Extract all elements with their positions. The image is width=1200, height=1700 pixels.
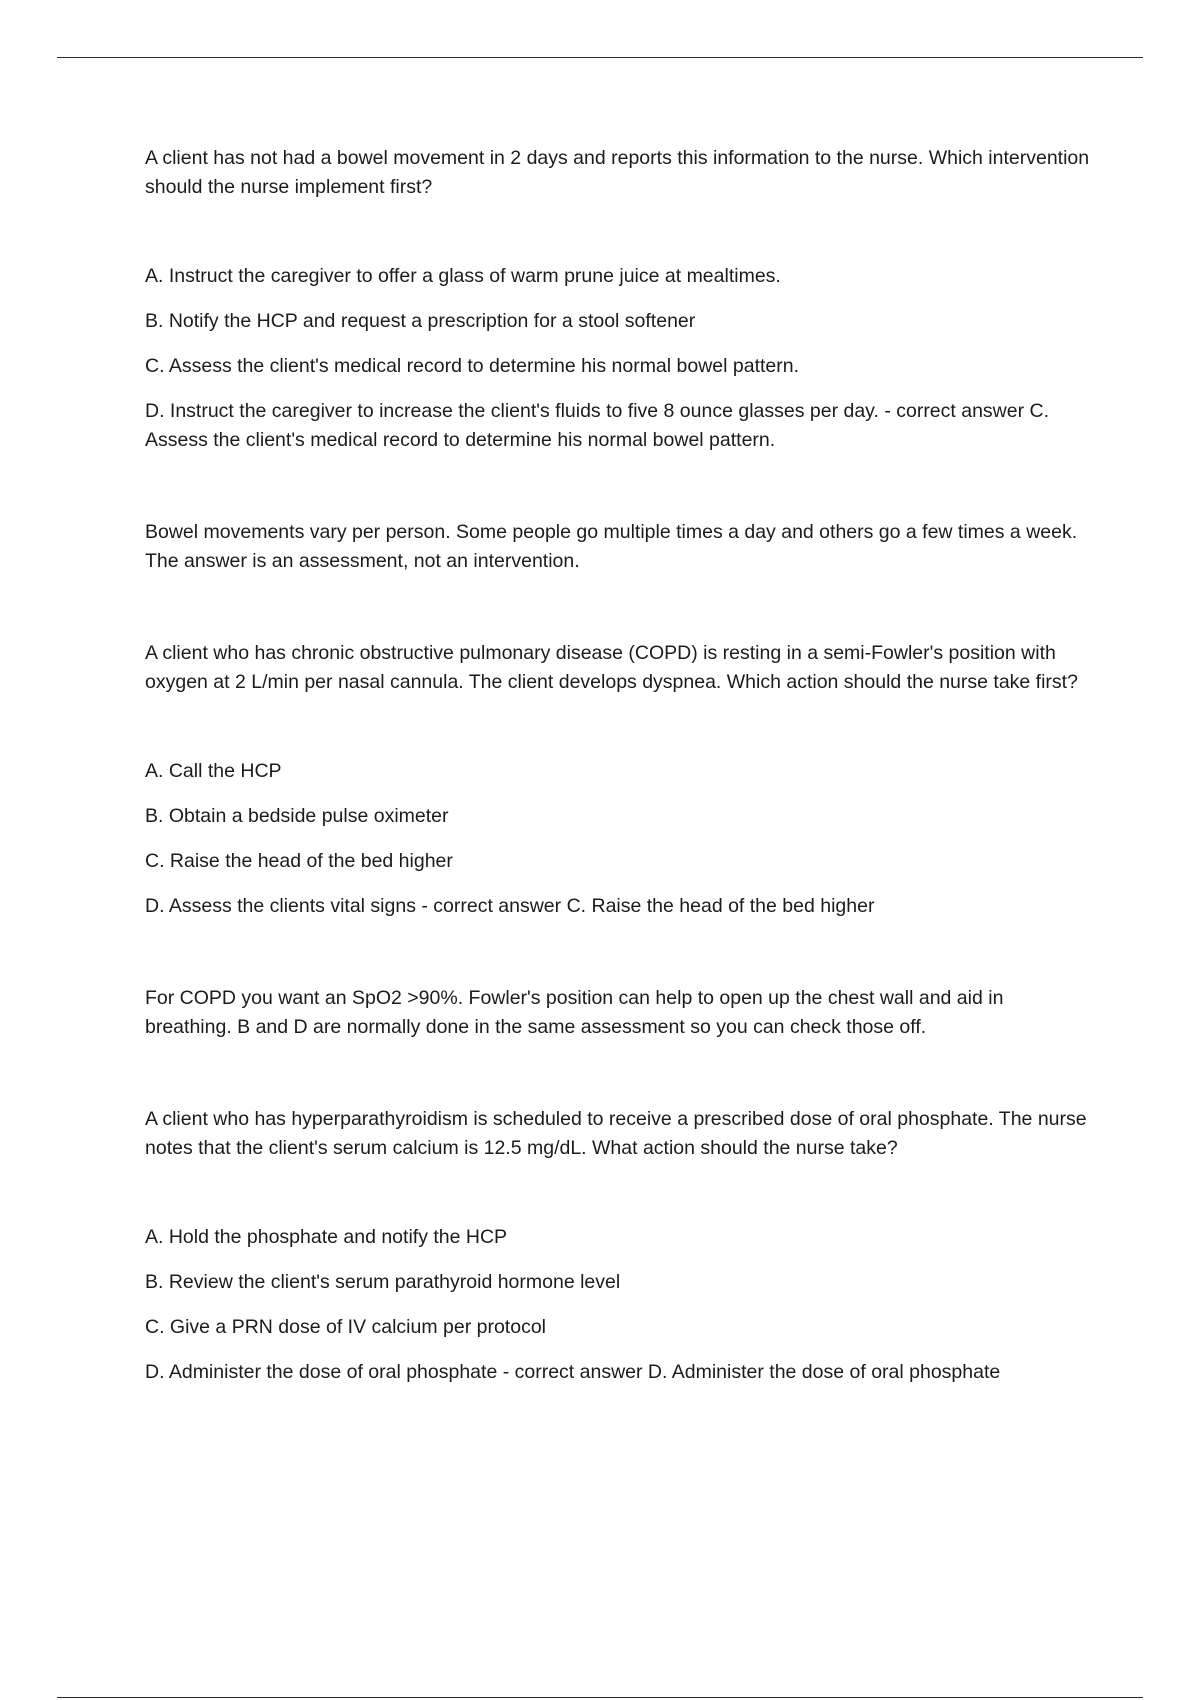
answer-option: A. Instruct the caregiver to offer a glass of warm prune juice at mealtimes. <box>145 265 781 287</box>
answer-option: B. Notify the HCP and request a prescription for a stool softener <box>145 310 696 332</box>
answer-option: C. Raise the head of the bed higher <box>145 850 453 872</box>
answer-option: D. Instruct the caregiver to increase the client's fluids to five 8 ounce glasses per day. - correct answer C. Assess the client's medical record to determine his normal bowel pattern. <box>145 400 1050 451</box>
top-rule <box>57 57 1143 58</box>
question-block <box>145 144 1095 576</box>
question-text: A client who has hyperparathyroidism is scheduled to receive a prescribed dose of oral phosphate. The nurse notes that the client's serum calcium is 12.5 mg/dL. What action should the nurse take? <box>145 1108 1087 1159</box>
answer-option: C. Give a PRN dose of IV calcium per protocol <box>145 1316 546 1338</box>
question-block <box>145 639 1095 1042</box>
answer-option: D. Administer the dose of oral phosphate - correct answer D. Administer the dose of oral phosphate <box>145 1361 1001 1383</box>
bottom-rule <box>57 1697 1143 1698</box>
question-text: A client has not had a bowel movement in 2 days and reports this information to the nurse. Which intervention should the nurse implement first? <box>145 147 1090 198</box>
document-body <box>145 144 1095 1403</box>
answer-option: C. Assess the client's medical record to determine his normal bowel pattern. <box>145 355 800 377</box>
question-text: A client who has chronic obstructive pulmonary disease (COPD) is resting in a semi-Fowler's position with oxygen at 2 L/min per nasal cannula. The client develops dyspnea. Which action should the nurse take first? <box>145 642 1078 693</box>
question-block <box>145 1105 1095 1387</box>
answer-option: B. Obtain a bedside pulse oximeter <box>145 805 449 827</box>
answer-option: B. Review the client's serum parathyroid hormone level <box>145 1271 621 1293</box>
rationale-text: Bowel movements vary per person. Some people go multiple times a day and others go a few times a week. The answer is an assessment, not an intervention. <box>145 521 1078 572</box>
answer-option: A. Hold the phosphate and notify the HCP <box>145 1226 508 1248</box>
rationale-text: For COPD you want an SpO2 >90%. Fowler's position can help to open up the chest wall and aid in breathing. B and D are normally done in the same assessment so you can check those off. <box>145 987 1004 1038</box>
answer-option: D. Assess the clients vital signs - correct answer C. Raise the head of the bed higher <box>145 895 875 917</box>
answer-option: A. Call the HCP <box>145 760 282 782</box>
